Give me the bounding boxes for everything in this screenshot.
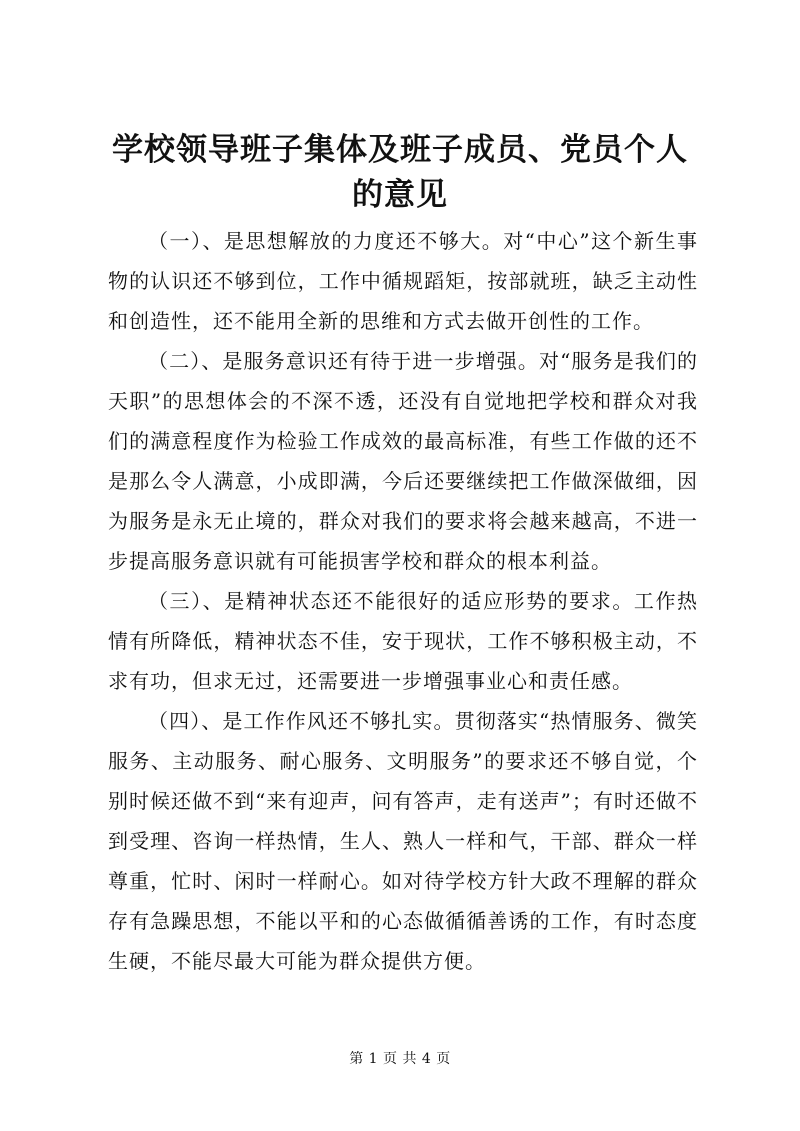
document-body: [108, 221, 698, 981]
paragraph-1: （一）、是思想解放的力度还不够大。对“中心”这个新生事物的认识还不够到位，工作中循规蹈矩，按部就班，缺乏主动性和创造性，还不能用全新的思维和方式去做开创性的工作。: [108, 229, 698, 333]
document-title: 学校领导班子集体及班子成员、党员个人的意见: [112, 132, 688, 213]
paragraph-4: （四）、是工作作风还不够扎实。贯彻落实“热情服务、微笑服务、主动服务、耐心服务、文明服务”的要求还不够自觉，个别时候还做不到“来有迎声，问有答声，走有送声”；有时还做不到受理、咨询一样热情，生人、熟人一样和气，干部、群众一样尊重，忙时、闲时一样耐心。如对待学校方针大政不理解的群众存有急躁思想，不能以平和的心态做循循善诱的工作，有时态度生硬，不能尽最大可能为群众提供方便。: [108, 709, 698, 973]
page-number-footer: 第 1 页 共 4 页: [349, 1051, 451, 1067]
paragraph-3: （三）、是精神状态还不能很好的适应形势的要求。工作热情有所降低，精神状态不佳，安于现状，工作不够积极主动，不求有功，但求无过，还需要进一步增强事业心和责任感。: [108, 589, 698, 693]
paragraph-2: （二）、是服务意识还有待于进一步增强。对“服务是我们的天职”的思想体会的不深不透，还没有自觉地把学校和群众对我们的满意程度作为检验工作成效的最高标准，有些工作做的还不是那么令人满意，小成即满，今后还要继续把工作做深做细，因为服务是永无止境的，群众对我们的要求将会越来越高，不进一步提高服务意识就有可能损害学校和群众的根本利益。: [108, 349, 698, 573]
